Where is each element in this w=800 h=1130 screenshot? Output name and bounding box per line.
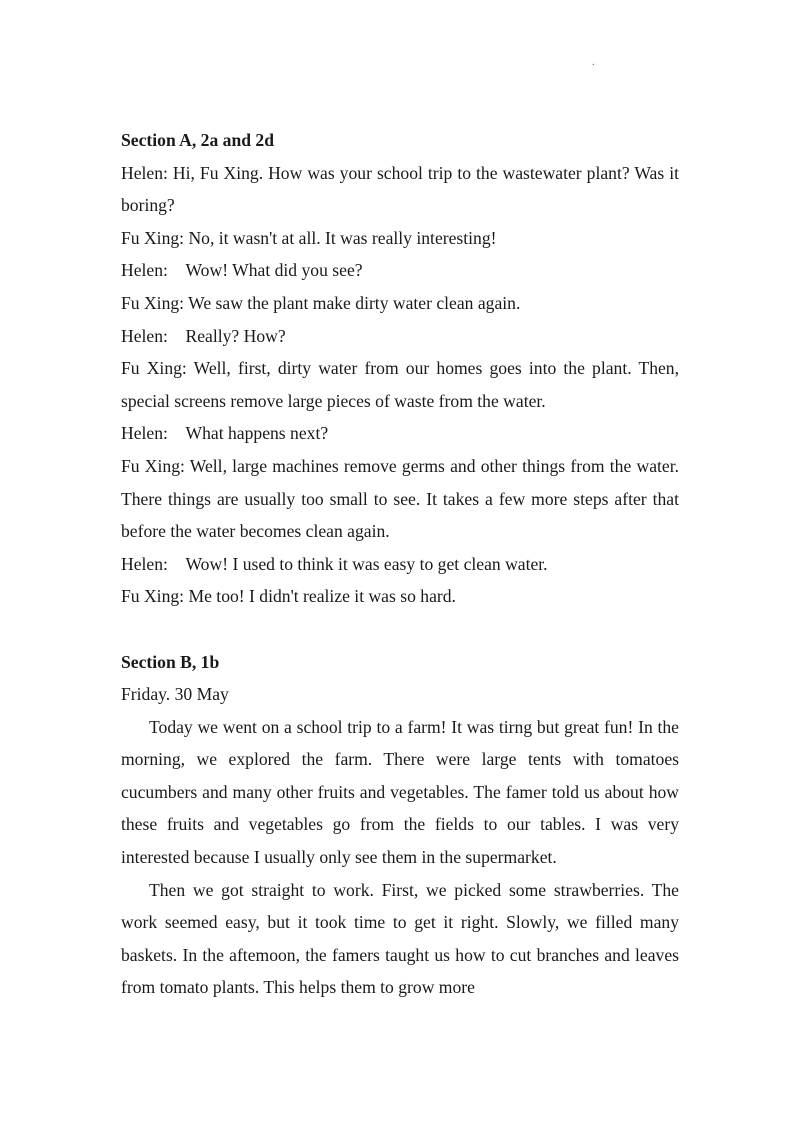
- diary-paragraph: Then we got straight to work. First, we picked some strawberries. The work seemed easy, but it took time to get it right. Slowly, we filled many baskets. In the aftemoon, the famers taught us how to cut branches and leaves from tomato plants. This helps them to grow more: [121, 879, 679, 998]
- section-spacer: [121, 613, 679, 646]
- header-mark: .: [592, 57, 595, 68]
- dialogue-line: Fu Xing: Well, large machines remove germs and other things from the water. There things are usually too small to see. It takes a few more steps after that before the water becomes clean again.: [121, 455, 679, 542]
- diary-paragraph: Today we went on a school trip to a farm! It was tirng but great fun! In the morning, we explored the farm. There were large tents with tomatoes cucumbers and many other fruits and vegetables. The famer told us about how these fruits and vegetables go from the fields to our tables. I was very interested because I usually only see them in the supermarket.: [121, 716, 679, 868]
- section-a-heading: Section A, 2a and 2d: [121, 130, 274, 150]
- section-b-heading: Section B, 1b: [121, 651, 220, 672]
- dialogue-line: Helen: Really? How?: [121, 325, 286, 346]
- document-body: [121, 124, 679, 1004]
- dialogue-line: Fu Xing: No, it wasn't at all. It was really interesting!: [121, 227, 497, 248]
- dialogue-line: Helen: Wow! What did you see?: [121, 260, 363, 281]
- dialogue-line: Fu Xing: We saw the plant make dirty water clean again.: [121, 292, 521, 313]
- dialogue-line: Fu Xing: Well, first, dirty water from our homes goes into the plant. Then, special screens remove large pieces of waste from the water.: [121, 358, 679, 411]
- dialogue-line: Helen: Hi, Fu Xing. How was your school trip to the wastewater plant? Was it boring?: [121, 162, 679, 216]
- dialogue-line: Helen: What happens next?: [121, 423, 329, 444]
- dialogue-line: Fu Xing: Me too! I didn't realize it was so hard.: [121, 586, 456, 607]
- diary-date: Friday. 30 May: [121, 684, 229, 705]
- dialogue-line: Helen: Wow! I used to think it was easy to get clean water.: [121, 553, 548, 574]
